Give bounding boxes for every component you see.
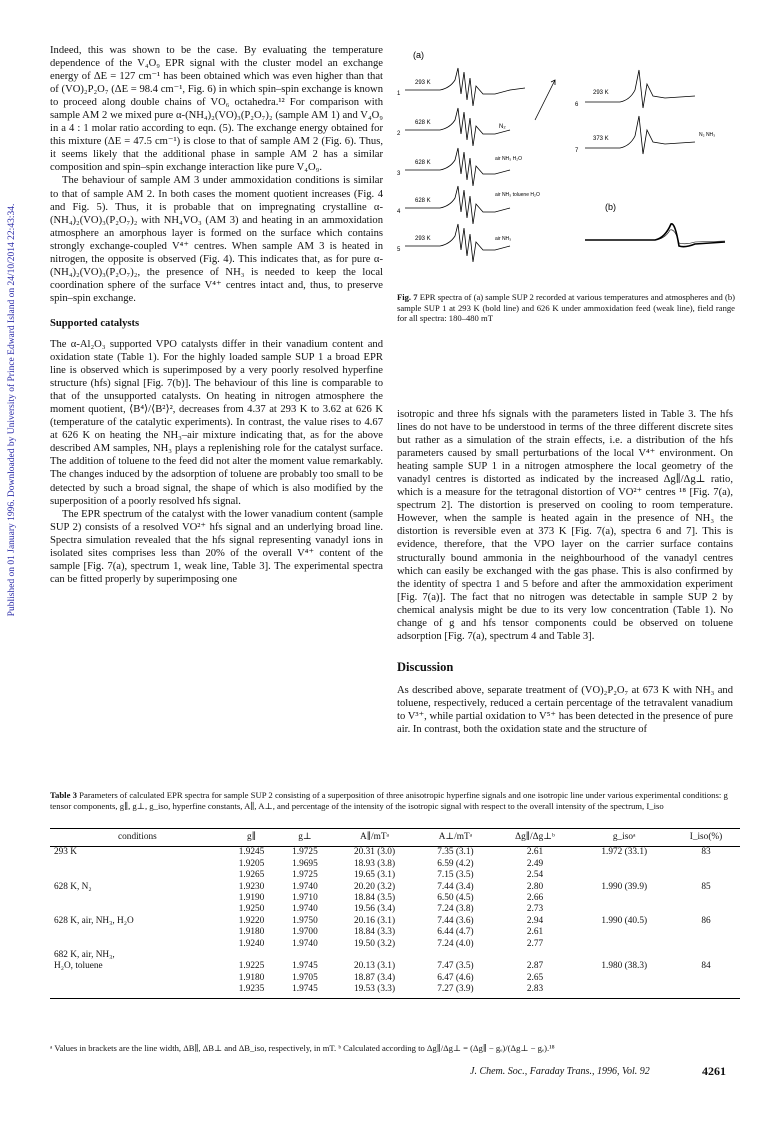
table-cell xyxy=(672,904,740,915)
section-heading: Discussion xyxy=(397,659,454,674)
table-cell xyxy=(50,939,225,950)
svg-text:628 K: 628 K xyxy=(415,120,431,126)
table-cell: 1.9705 xyxy=(292,972,318,983)
spectrum-b-bold xyxy=(585,224,725,247)
table-cell xyxy=(672,927,740,938)
table-cell: 6.50 (4.5) xyxy=(437,893,474,904)
table-cell: 1.9695 xyxy=(292,858,318,869)
journal-citation: J. Chem. Soc., Faraday Trans., 1996, Vol. 92 xyxy=(470,1066,650,1077)
table-caption-text: Parameters of calculated EPR spectra for sample SUP 2 consisting of a superposition of three anisotropic hyperfine signals and one isotropic line under various experimental conditions: g tensor components, g∥, g⊥, g_iso, hyperfine constants, A∥, A⊥, and percentage of the intensity of the isotropic signal with respect to the overall intensity of the spectrum, I_iso xyxy=(50,790,728,811)
section-heading: Supported catalysts xyxy=(50,317,140,329)
table-cell: 1.990 (40.5) xyxy=(601,915,648,926)
svg-text:N₂: N₂ xyxy=(499,124,506,130)
table-cell: 1.9180 xyxy=(238,927,265,938)
spectrum-b-weak xyxy=(585,230,725,244)
table-cell: 2.80 xyxy=(526,881,544,892)
table-cell: 1.9710 xyxy=(292,893,318,904)
table-cell: 6.59 (4.2) xyxy=(437,858,474,869)
table-cell: 7.15 (3.5) xyxy=(437,870,474,881)
table-cell xyxy=(577,973,672,984)
table-cell: H₂O, toluene xyxy=(54,961,103,972)
spectrum-6 xyxy=(585,70,695,108)
spectrum-3 xyxy=(405,148,510,186)
svg-text:4: 4 xyxy=(397,209,401,215)
table-cell: 1.9220 xyxy=(238,915,265,926)
table-label: Table 3 xyxy=(50,790,77,800)
figure-7 xyxy=(395,50,735,265)
label-b: (b) xyxy=(605,202,616,212)
table-cell xyxy=(672,950,740,961)
table-cell xyxy=(577,939,672,950)
figure-label: Fig. 7 xyxy=(397,292,418,302)
table-cell xyxy=(577,870,672,881)
table-cell: 2.87 xyxy=(526,961,544,972)
paragraph: The EPR spectrum of the catalyst with the lower vanadium content (sample SUP 2) consists of a resolved VO²⁺ hfs signal and an underlying broad line. Spectra simulation revealed that the hfs signal representing vanadyl ions in isolated sites comprises less than 20% of the overall V⁴⁺ content of the sample [Fig. 7(a), spectrum 1, weak line, Table 3]. The experimental spectra can be fitted properly by superimposing one xyxy=(50,508,383,585)
table-cell: 1.9230 xyxy=(238,881,265,892)
table-cell: 1.9225 xyxy=(238,961,265,972)
table-cell: 1.9725 xyxy=(292,847,318,858)
table-cell: 1.9745 xyxy=(278,984,331,998)
table-cell xyxy=(50,870,225,881)
table-row xyxy=(50,973,740,984)
table-cell: 1.9750 xyxy=(292,915,318,926)
table-cell: 1.9180 xyxy=(238,972,265,983)
table-cell: 19.50 (3.2) xyxy=(354,938,396,949)
table-row xyxy=(50,882,740,893)
table-cell xyxy=(50,859,225,870)
table-cell xyxy=(672,939,740,950)
table-cell xyxy=(278,950,331,961)
table-cell: 19.56 (3.4) xyxy=(354,904,396,915)
spectrum-7 xyxy=(585,116,695,154)
table-cell: 1.9740 xyxy=(292,938,318,949)
figure-caption-text: EPR spectra of (a) sample SUP 2 recorded at various temperatures and atmospheres and (b) sample SUP 1 at 293 K (bold line) and 626 K under ammoxidation feed (weak line), field range for all spectra: 180–480 mT xyxy=(397,292,735,323)
table-cell: 6.47 (4.6) xyxy=(437,972,474,983)
table-header-cell: I_iso(%) xyxy=(672,829,740,847)
table-row xyxy=(50,950,740,961)
figure-caption xyxy=(397,292,735,324)
table-cell: 19.53 (3.3) xyxy=(332,984,418,998)
table-cell: 18.84 (3.3) xyxy=(354,927,396,938)
table-row xyxy=(50,927,740,938)
table-cell: 2.61 xyxy=(526,927,544,938)
table-cell: 7.24 (4.0) xyxy=(437,938,474,949)
left-column xyxy=(50,44,383,586)
table-cell xyxy=(225,950,278,961)
table-header-cell: g⊥ xyxy=(278,829,331,847)
svg-text:1: 1 xyxy=(397,91,401,97)
table-cell xyxy=(332,950,418,961)
table-cell: 6.44 (4.7) xyxy=(437,927,474,938)
table-row xyxy=(50,939,740,950)
table-cell xyxy=(50,973,225,984)
table-cell xyxy=(577,927,672,938)
table-row xyxy=(50,904,740,915)
table-row xyxy=(50,847,740,859)
table-cell: 1.990 (39.9) xyxy=(601,881,648,892)
table-cell: 18.87 (3.4) xyxy=(354,972,396,983)
table-cell: 1.9240 xyxy=(238,938,265,949)
table-cell: 1.972 (33.1) xyxy=(601,847,648,858)
table-header-cell: A⊥/mTᵃ xyxy=(417,829,493,847)
table-cell xyxy=(50,927,225,938)
table-row xyxy=(50,893,740,904)
table-cell xyxy=(672,870,740,881)
table-cell: 20.13 (3.1) xyxy=(354,961,396,972)
table-cell: 1.9740 xyxy=(292,904,318,915)
table-cell: 2.83 xyxy=(493,984,576,998)
table-cell: 1.9190 xyxy=(238,893,265,904)
publication-sidebar xyxy=(4,60,20,760)
table-cell xyxy=(577,950,672,961)
table-cell: 20.20 (3.2) xyxy=(354,881,396,892)
table-cell: 1.9740 xyxy=(292,881,318,892)
table-cell xyxy=(577,893,672,904)
paragraph: Indeed, this was shown to be the case. By evaluating the temperature dependence of the V₄O₉ EPR signal with the cluster model an exchange energy of ΔE = 127 cm⁻¹ has been obtained which was even higher than that of (VO)₂P₂O₇ (ΔE = 98.4 cm⁻¹, Fig. 6) in which spin–spin exchange is known to proceed along double chains of VO₆ octahedra.¹² For comparison with sample AM 2 we mixed pure α-(NH₄)₂(VO)₃(P₂O₇)₂ (sample AM 1) and V₄O₉ in a 4 : 1 molar ratio according to eqn. (5). The exchange energy obtained for this mixture (ΔE = 47.5 cm⁻¹) is close to that of sample AM 2 (Fig. 6). Thus, it seems likely that the additional phase in sample AM 2 has a similar composition and spin–spin exchange interaction like pure V₄O₉. xyxy=(50,45,383,174)
table-cell: 18.93 (3.8) xyxy=(354,858,396,869)
table-row xyxy=(50,870,740,881)
table-cell xyxy=(577,859,672,870)
table-cell: 293 K xyxy=(54,847,77,858)
table-cell: 7.35 (3.1) xyxy=(437,847,474,858)
table-cell: 1.980 (38.3) xyxy=(601,961,648,972)
table-cell: 2.94 xyxy=(526,915,544,926)
download-note: Published on 01 January 1996. Downloaded by University of Prince Edward Island on 24/10/2014 22:43:34. xyxy=(7,203,17,617)
table-cell xyxy=(577,904,672,915)
table-cell: 7.44 (3.4) xyxy=(437,881,474,892)
table-cell: 83 xyxy=(701,847,711,858)
table-row xyxy=(50,984,740,998)
table-cell xyxy=(50,904,225,915)
svg-text:air NH₃ toluene H₂O: air NH₃ toluene H₂O xyxy=(495,192,540,198)
table-cell: 1.9245 xyxy=(238,847,265,858)
table-cell: 1.9235 xyxy=(225,984,278,998)
table-cell xyxy=(672,984,740,998)
table-footnote: ᵃ Values in brackets are the line width, ΔB∥, ΔB⊥ and ΔB_iso, respectively, in mT. ᵇ Calculated according to Δg∥/Δg⊥ = (Δg∥ − gₑ)/(Δg⊥ − gₑ).¹⁸ xyxy=(50,1043,555,1053)
spectrum-2 xyxy=(405,108,510,146)
table-cell: 2.66 xyxy=(526,893,544,904)
svg-text:293 K: 293 K xyxy=(415,236,431,242)
table-cell xyxy=(50,984,225,998)
table-cell: 628 K, air, NH₃, H₂O xyxy=(54,915,134,926)
table-header-cell: A∥/mTᵃ xyxy=(332,829,418,847)
table-cell: 2.49 xyxy=(526,858,544,869)
table-cell: 1.9745 xyxy=(292,961,318,972)
table-cell: 2.65 xyxy=(526,972,544,983)
spectrum-5 xyxy=(405,224,510,262)
table-cell xyxy=(50,893,225,904)
table-cell: 7.27 (3.9) xyxy=(417,984,493,998)
svg-text:293 K: 293 K xyxy=(593,90,609,96)
table-cell: 20.16 (3.1) xyxy=(354,915,396,926)
table-cell xyxy=(417,950,493,961)
table-header-cell: g∥ xyxy=(225,829,278,847)
table-cell: 86 xyxy=(701,915,711,926)
table-cell: 85 xyxy=(701,881,711,892)
table-cell: 1.9265 xyxy=(238,870,265,881)
table-caption xyxy=(50,790,740,812)
table-cell: 2.77 xyxy=(526,938,544,949)
svg-text:5: 5 xyxy=(397,247,401,253)
svg-text:N₂ NH₃: N₂ NH₃ xyxy=(699,132,716,138)
table-body xyxy=(50,847,740,998)
table-cell xyxy=(493,950,576,961)
table-row xyxy=(50,916,740,927)
svg-text:628 K: 628 K xyxy=(415,198,431,204)
table-cell: 1.9205 xyxy=(238,858,265,869)
table-cell xyxy=(672,973,740,984)
table-cell: 7.44 (3.6) xyxy=(437,915,474,926)
table-cell: 7.47 (3.5) xyxy=(437,961,474,972)
table-cell xyxy=(577,984,672,998)
table-cell: 2.73 xyxy=(526,904,544,915)
table-row xyxy=(50,961,740,972)
table-cell: 84 xyxy=(701,961,711,972)
table-cell: 1.9725 xyxy=(292,870,318,881)
table-header-cell: Δg∥/Δg⊥ᵇ xyxy=(493,829,576,847)
table-cell: 2.61 xyxy=(526,847,544,858)
table-cell xyxy=(672,893,740,904)
table-cell: 1.9250 xyxy=(238,904,265,915)
table-row xyxy=(50,859,740,870)
page-number: 4261 xyxy=(702,1064,726,1078)
svg-text:293 K: 293 K xyxy=(415,80,431,86)
paragraph: As described above, separate treatment of (VO)₂P₂O₇ at 673 K with NH₃ and toluene, respectively, reduced a certain percentage of the tetravalent vanadium to V³⁺, while partial oxidation to V⁵⁺ has been detected in the presence of pure air. In contrast, both the oxidation state and the structure of xyxy=(397,684,733,736)
right-column xyxy=(397,408,733,736)
paragraph: The behaviour of sample AM 3 under ammoxidation conditions is similar to that of sample AM 2. In both cases the moment quotient increases (Fig. 4 and Fig. 5). Thus, it is probable that on impregnating crystalline α-(NH₄)₂(VO)₃(P₂O₇)₂ with NH₄VO₃ (AM 3) and heating in an ammoxidation atmosphere an amorphous layer is formed on the surface which contains strongly exchange-coupled V⁴⁺ centres. When sample AM 3 is heated in nitrogen, the opposite is observed (Fig. 4). This indicates that, as for pure α-(NH₄)₂(VO)₃(P₂O₇)₂, the presence of NH₃ is needed to keep the local coordination sphere of the surface V⁴⁺ centres intact and, thus, to preserve spin–spin exchange. xyxy=(50,175,383,304)
table-cell: 1.9700 xyxy=(292,927,318,938)
svg-text:373 K: 373 K xyxy=(593,136,609,142)
svg-text:6: 6 xyxy=(575,102,579,108)
table-3 xyxy=(50,828,740,999)
table-cell: 7.24 (3.8) xyxy=(437,904,474,915)
svg-text:7: 7 xyxy=(575,148,579,154)
table-cell: 628 K, N₂ xyxy=(54,881,92,892)
table-cell xyxy=(672,859,740,870)
paragraph: The α-Al₂O₃ supported VPO catalysts differ in their vanadium content and oxidation state (Table 1). For the highly loaded sample SUP 1 a broad EPR line is observed which is superimposed by a very poorly resolved hyperfine structure (hfs) signal [Fig. 7(b)]. The behaviour of this line is comparable to that of the unsupported catalysts. On heating in nitrogen atmosphere the moment quotient, ⟨B⁴⟩/⟨B²⟩², decreases from 4.37 at 293 K to 3.62 at 626 K (temperature of the catalytic experiments). In contrast, the value rises to 4.67 at 626 K on heating the NH₃–air mixture indicating that, as for the above described AM samples, NH₃ plays a replenishing role for the catalyst surface. The addition of toluene to the feed did not alter the moment value remarkably. The changes induced by the adsorption of toluene are probably too small to be detected by such a broad signal, the shape of which is also modified by the superposition of a poorly resolved hfs signal. xyxy=(50,338,383,507)
svg-text:air NH₃ H₂O: air NH₃ H₂O xyxy=(495,156,523,162)
label-a: (a) xyxy=(413,50,424,60)
paragraph: isotropic and three hfs signals with the parameters listed in Table 3. The hfs lines do not have to be understood in terms of the three different discrete sites but rather as a simulation of the strain effects, i.e. a distribution of the hfs parameters caused by small perturbations of the local V⁴⁺ environment. On heating sample SUP 1 in a nitrogen atmosphere the local geometry of the vanadyl centres is distorted as indicated by the increased Δg∥/Δg⊥ ratio, which is a measure for the tetragonal distortion of VO²⁺ centres ¹⁸ [Fig. 7(a), spectrum 2]. The distortion is preserved on cooling to room temperature. However, when the sample is heated again in the presence of NH₃ the distortion is reversible even at 373 K [Fig. 7(a), spectra 6 and 7]. This is evidence, therefore, that the VPO layer on the carrier surface contains structurally bound ammonia in the neighbourhood of the vanadyl centres which can easily be exchanged with the gas phase. This is also confirmed by the identity of spectra 1 and 5 before and after the ammoxidation experiment [Fig. 7(a)]. The fact that no nitrogen was detectable in sample SUP 2 by chemical analysis might be due to its very low concentration (Table 1). No change of g and hfs tensor components could be observed on toluene adsorption [Fig. 7(a), spectrum 4 and Table 3]. xyxy=(397,409,733,642)
svg-text:air NH₃: air NH₃ xyxy=(495,236,512,242)
table-cell: 682 K, air, NH₃, xyxy=(54,950,115,961)
spectrum-1 xyxy=(405,68,525,106)
svg-text:628 K: 628 K xyxy=(415,160,431,166)
table-cell: 2.54 xyxy=(526,870,544,881)
table-cell: 20.31 (3.0) xyxy=(354,847,396,858)
table-cell: 19.65 (3.1) xyxy=(354,870,396,881)
table-cell: 18.84 (3.5) xyxy=(354,893,396,904)
svg-text:3: 3 xyxy=(397,171,401,177)
svg-text:2: 2 xyxy=(397,131,401,137)
table-header-cell: conditions xyxy=(50,829,225,847)
table-header-cell: g_isoᵃ xyxy=(577,829,672,847)
table-header-row xyxy=(50,829,740,847)
